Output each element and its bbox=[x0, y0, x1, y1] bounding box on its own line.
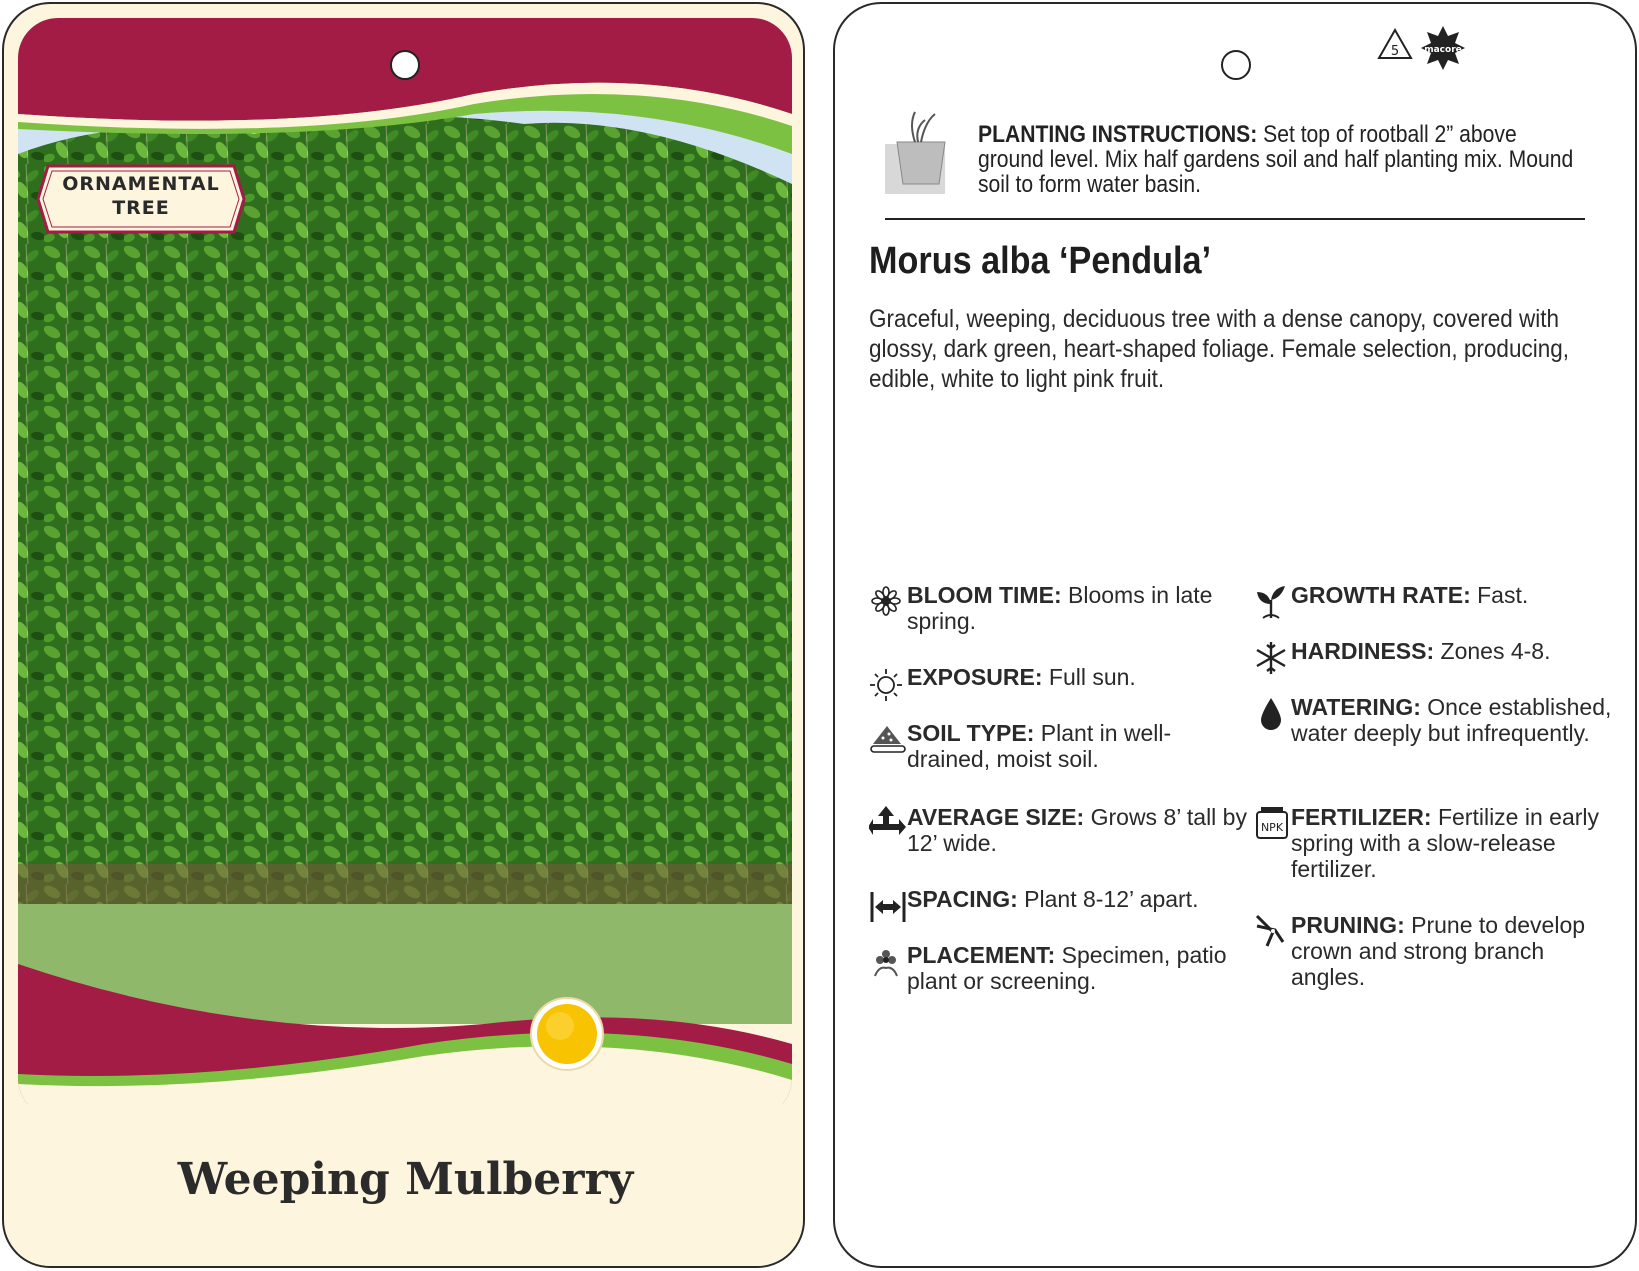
sprout-icon bbox=[1253, 582, 1291, 620]
planting-pot-icon bbox=[885, 104, 975, 199]
badge-text bbox=[36, 172, 246, 220]
attr-label: FERTILIZER bbox=[1291, 804, 1424, 830]
common-name: Weeping Mulberry bbox=[177, 1154, 634, 1205]
attr-value: Plant 8-12’ apart. bbox=[1024, 886, 1199, 912]
attr-value: Prune to develop crown and strong branch angles. bbox=[1291, 912, 1586, 990]
hang-hole bbox=[1221, 50, 1251, 80]
sun-icon bbox=[869, 664, 907, 702]
water-drop-icon bbox=[1253, 694, 1291, 732]
snowflake-icon bbox=[1253, 638, 1291, 676]
attr-value: Plant in well-drained, moist soil. bbox=[907, 720, 1172, 772]
attr-value: Blooms in late spring. bbox=[907, 582, 1213, 634]
brand-logo: macore bbox=[1424, 45, 1462, 55]
recycle-logos bbox=[1375, 24, 1485, 79]
npk-label: NPK bbox=[1260, 821, 1284, 834]
badge-line-2: TREE bbox=[112, 197, 170, 219]
attr-label: GROWTH RATE bbox=[1291, 582, 1464, 608]
soil-icon bbox=[869, 720, 907, 758]
recycle-code: 5 bbox=[1390, 44, 1400, 59]
attr-value: Specimen, patio plant or screening. bbox=[907, 942, 1227, 994]
npk-icon bbox=[1253, 804, 1291, 842]
attr-label: PRUNING bbox=[1291, 912, 1398, 938]
attr-value: Fast. bbox=[1477, 582, 1529, 608]
attr-label: AVERAGE SIZE bbox=[907, 804, 1077, 830]
planting-label: PLANTING INSTRUCTIONS: bbox=[978, 121, 1258, 148]
planting-text: Set top of rootball 2” above ground level. Mix half gardens soil and half planting mix. Mound soil to form water basin. bbox=[978, 121, 1574, 198]
size-arrows-icon bbox=[869, 804, 907, 842]
attr-value: Full sun. bbox=[1048, 664, 1136, 690]
attr-value: Grows 8’ tall by 12’ wide. bbox=[907, 804, 1247, 856]
back-tag: 5 macore PLANTING INSTRUCTIONS: Set top of rootball 2” above ground level. Mix half gardens soil and half planting mix. Mound soil to form water basin. Morus alba ‘Pendula’ Graceful, weeping, deciduous tree with a dense canopy, covered with glossy, dark green, heart-shaped foliage. Female selection, producing, edible, white to light pink fruit. BLOOM TIME: Blooms in late spring. EXPOSURE: Full sun. SOIL TYPE: Plant in well-drained, moist soil. AVERAGE SIZE: Grows 8’ tall by 12’ wide. SPACING: Plant 8-12’ apart. PLACEMENT: Specimen, patio plant or screening. GROWTH RATE: Fast. HARDINESS: Zones 4-8. WATERING: Once established, water deeply but infrequently. NPK FERTILIZER: Fertilize in early spring with a slow-release fertilizer. PRUNING: Prune to develop crown and strong branch angles. bbox=[833, 2, 1637, 1268]
flower-icon bbox=[869, 582, 907, 620]
attr-label: SOIL TYPE bbox=[907, 720, 1027, 746]
front-tag bbox=[2, 2, 805, 1268]
attr-value: Zones 4-8. bbox=[1440, 638, 1551, 664]
botanical-name: Morus alba ‘Pendula’ bbox=[869, 240, 1212, 282]
divider bbox=[885, 218, 1585, 220]
hang-hole bbox=[390, 50, 420, 80]
attr-label: SPACING bbox=[907, 886, 1011, 912]
planting-instructions bbox=[978, 122, 1576, 197]
recycle-icon bbox=[1375, 24, 1485, 74]
spacing-icon bbox=[869, 886, 907, 924]
attr-value: Once established, water deeply but infrequently. bbox=[1291, 694, 1612, 746]
attr-value: Fertilize in early spring with a slow-release fertilizer. bbox=[1291, 804, 1599, 882]
attr-label: BLOOM TIME bbox=[907, 582, 1054, 608]
attr-label: HARDINESS bbox=[1291, 638, 1427, 664]
attr-label: WATERING bbox=[1291, 694, 1414, 720]
placement-icon bbox=[869, 942, 907, 980]
pruner-icon bbox=[1253, 912, 1291, 950]
attr-label: PLACEMENT bbox=[907, 942, 1048, 968]
attr-label: EXPOSURE bbox=[907, 664, 1035, 690]
plant-description: Graceful, weeping, deciduous tree with a dense canopy, covered with glossy, dark green, heart-shaped foliage. Female selection, producing, edible, white to light pink fruit. bbox=[869, 305, 1569, 393]
badge-line-1: ORNAMENTAL bbox=[62, 173, 220, 195]
